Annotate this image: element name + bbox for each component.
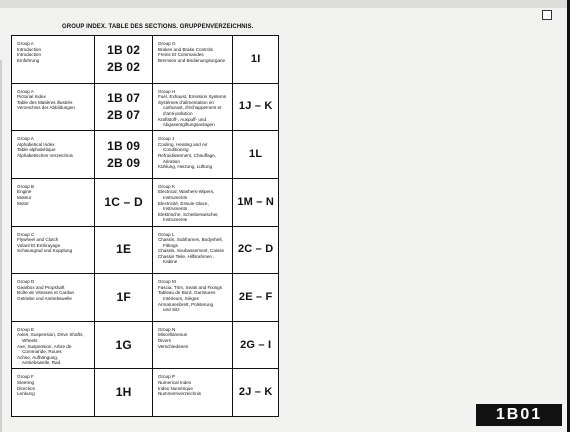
group-title-line: Alphabetical Index	[17, 141, 55, 147]
registration-mark	[542, 10, 552, 20]
fiche-reference	[233, 369, 278, 416]
group-title-line: Chassis, Subframes, Bodyshell,	[157, 237, 223, 243]
fiche-reference	[95, 227, 153, 274]
group-title-line: Kraftstoff-, Auspuff- und	[157, 116, 207, 122]
group-title-line: Cooling, Heating and Air	[157, 141, 208, 147]
group-title-line: Chassis, Soubassement, Caisse	[157, 248, 225, 254]
group-label: Group F	[17, 374, 34, 380]
fiche-code: 1G	[115, 337, 132, 352]
fiche-code: 2B 09	[107, 155, 141, 170]
group-title-line: und Sitz	[157, 307, 180, 313]
group-title-line: Engine	[17, 189, 32, 195]
group-title-line: Chassis Teile, Hilfsrahmen ,	[157, 253, 215, 259]
fiche-code: 2G – I	[240, 338, 272, 351]
group-title-line: Moteur	[17, 195, 32, 201]
fiche-code: 2E – F	[238, 290, 273, 303]
fiche-reference	[95, 179, 153, 226]
fiche-code: 1H	[115, 385, 132, 400]
fiche-reference	[233, 227, 278, 274]
group-description	[153, 179, 233, 226]
index-row	[12, 179, 278, 227]
group-title-line: Fittings	[157, 242, 178, 248]
group-label: Group H	[157, 88, 176, 94]
group-title-line: Intérieurs, Sièges	[157, 295, 199, 301]
group-title-line: Einführung	[17, 57, 40, 63]
group-title-line: Motor	[17, 200, 29, 206]
group-title-line: Brakes and Brake Controls	[157, 46, 213, 52]
group-title-line: Nummernverzeichnis	[157, 391, 202, 397]
fiche-code: 1L	[249, 148, 263, 161]
group-title-line: Abgasentgiftungsanlagen	[157, 122, 215, 128]
group-title-line: Kabine	[157, 259, 178, 265]
group-title-line: Divers	[157, 337, 171, 343]
group-label: Group A	[17, 136, 34, 142]
group-label: Group A	[17, 88, 34, 94]
index-row	[12, 322, 278, 370]
index-row	[12, 274, 278, 322]
group-title-line: Fascia, Trim, Seats and Fixings	[157, 284, 223, 290]
group-description	[12, 274, 95, 321]
index-row	[12, 227, 278, 275]
group-title-line: Boîte de Vitesses et Cardan	[17, 290, 75, 296]
group-title-line: Commande, Roues	[17, 349, 62, 355]
group-title-line: Systèmes d'alimentation en	[157, 99, 214, 105]
group-title-line: Freins Et Commandes	[157, 52, 204, 58]
group-description	[12, 179, 95, 226]
fiche-reference	[233, 36, 278, 83]
group-title-line: Armaturenbrett, Polsterung	[157, 301, 214, 307]
group-index-table	[11, 35, 279, 417]
group-description	[153, 84, 233, 131]
group-label: Group A	[17, 41, 34, 46]
scan-border-left	[0, 60, 2, 432]
index-row	[12, 84, 278, 132]
group-title-line: Getriebe und Antriebswelle	[17, 295, 72, 301]
fiche-code: 1F	[116, 289, 131, 304]
fiche-reference	[233, 84, 278, 131]
group-title-line: Refroidissement, Chauffage,	[157, 153, 217, 159]
group-title-line: Axe, Suspension, Arbre de	[17, 343, 72, 349]
group-description	[12, 84, 95, 131]
fiche-code: 1B 07	[107, 90, 141, 105]
group-title-line: Verschiedenes	[157, 343, 189, 349]
scan-border-top	[0, 0, 570, 8]
group-title-line: Axles, Suspension, Drive Shafts,	[17, 332, 84, 338]
group-title-line: Flywheel and Clutch	[17, 237, 59, 243]
group-title-line: Table alphabétique	[17, 147, 56, 153]
group-label: Group B	[17, 183, 35, 189]
fiche-code: 1B 02	[107, 43, 141, 58]
group-title-line: Elektrische, Scheibenwischer,	[157, 211, 219, 217]
fiche-code: 1J – K	[238, 100, 273, 113]
group-title-line: Gearbox and Propshaft	[17, 284, 65, 290]
index-row	[12, 369, 278, 416]
group-title-line: Aération	[157, 158, 180, 164]
group-label: Group K	[157, 183, 176, 189]
fiche-code: 1E	[116, 242, 132, 257]
fiche-code: 2C – D	[237, 243, 274, 256]
group-label: Group G	[157, 41, 176, 46]
group-label: Group N	[157, 326, 176, 332]
group-title-line: Wheels	[17, 337, 38, 343]
group-label: Group C	[17, 231, 35, 237]
fiche-reference	[95, 131, 153, 178]
fiche-reference	[233, 322, 278, 369]
fiche-reference	[233, 179, 278, 226]
fiche-code: 1B 09	[107, 138, 141, 153]
group-label: Group E	[17, 326, 35, 332]
index-row	[12, 131, 278, 179]
group-title-line: Conditioning	[157, 147, 189, 153]
fiche-reference	[233, 131, 278, 178]
group-title-line: Kühlung, Heizung, Lüftung	[157, 164, 213, 170]
group-description	[153, 274, 233, 321]
group-title-line: Instrumente	[157, 217, 188, 223]
group-title-line: Pictorial Index	[17, 94, 46, 100]
group-title-line: Fuel, Exhaust, Emission Systems	[157, 94, 227, 100]
group-description	[153, 36, 233, 83]
fiche-reference	[95, 84, 153, 131]
fiche-code: 1I	[250, 52, 261, 65]
fiche-reference	[95, 36, 153, 83]
group-title-line: Antriebswelle, Rad	[17, 360, 61, 366]
group-title-line: Introduction	[17, 52, 42, 58]
group-description	[153, 227, 233, 274]
fiche-reference	[95, 274, 153, 321]
group-description	[153, 322, 233, 369]
group-title-line: Alphabetisches Verzeichnis	[17, 153, 73, 159]
group-label: Group D	[17, 279, 35, 285]
group-description	[153, 131, 233, 178]
group-title-line: Verzeichnis der Abbildungen	[17, 105, 75, 111]
fiche-code: 2B 07	[107, 107, 141, 122]
group-label: Group J	[157, 136, 175, 142]
group-description	[12, 131, 95, 178]
group-title-line: Numerical Index	[157, 379, 192, 385]
fiche-reference	[95, 369, 153, 416]
group-title-line: Electricité, Essuie Glace,	[157, 200, 209, 206]
group-description	[12, 322, 95, 369]
group-title-line: Direction	[17, 385, 36, 391]
fiche-code: 2J – K	[238, 386, 273, 399]
group-title-line: Instruments	[157, 195, 188, 201]
group-description	[12, 36, 95, 83]
group-title-line: Schwungrad und Kupplung	[17, 248, 73, 254]
group-title-line: Tableau de Bord, Garnitures	[157, 290, 216, 296]
fiche-code: 1C – D	[104, 194, 143, 209]
group-title-line: Achse, Aufhängung,	[17, 354, 59, 360]
index-title: GROUP INDEX. TABLE DES SECTIONS. GRUPPENVERZEICHNIS.	[62, 24, 254, 30]
group-description	[12, 369, 95, 416]
group-title-line: Table des Matières illustrés	[17, 99, 73, 105]
group-title-line: Instruments	[157, 206, 188, 212]
group-title-line: Miscellaneous	[157, 332, 188, 338]
group-label: Group L	[157, 231, 175, 237]
fiche-code: 2B 02	[107, 60, 141, 75]
group-title-line: Electrical, Washers-Wipers,	[157, 189, 215, 195]
fiche-reference	[95, 322, 153, 369]
group-title-line: carburant, d'échappement et	[157, 105, 222, 111]
page-number: 1B01	[476, 404, 562, 426]
group-label: Group P	[157, 374, 176, 380]
group-title-line: Lenkung	[17, 391, 35, 397]
fiche-reference	[233, 274, 278, 321]
group-title-line: Volant Et Embrayage	[17, 242, 61, 248]
group-title-line: Bremsen und Bedienungsorgane	[157, 57, 226, 63]
group-title-line: Introduction	[17, 46, 42, 52]
group-title-line: Index Numérique	[157, 385, 193, 391]
index-row	[12, 36, 278, 84]
group-label: Group M	[157, 279, 176, 285]
group-title-line: Steering	[17, 379, 35, 385]
group-description	[12, 227, 95, 274]
fiche-code: 1M – N	[237, 195, 274, 208]
group-description	[153, 369, 233, 416]
group-title-line: d'anti-pollution	[157, 111, 193, 116]
